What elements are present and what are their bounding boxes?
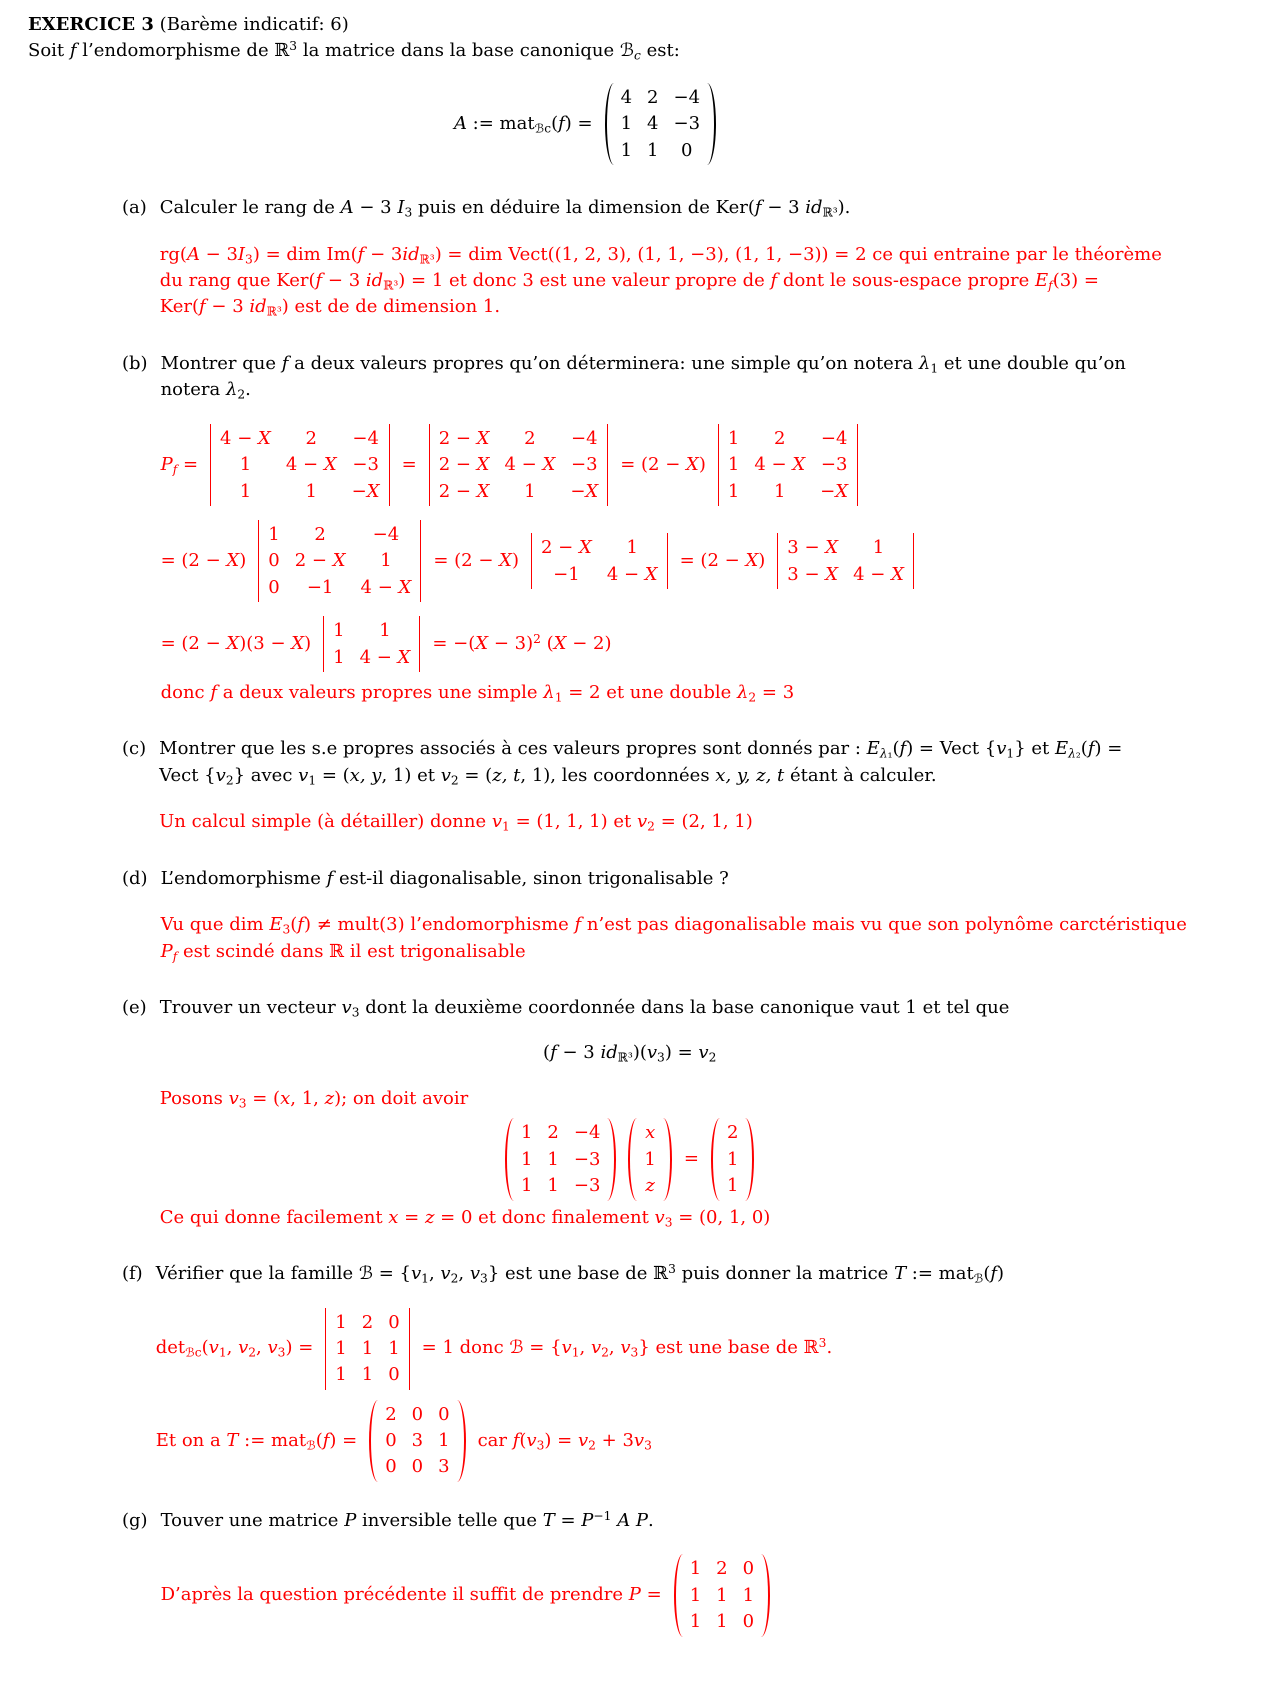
- matrix-cell: x: [645, 1122, 656, 1144]
- equals-sign: =: [401, 453, 417, 475]
- matrix-cell: 1: [727, 454, 740, 476]
- matrix-cell: 2: [547, 1122, 559, 1144]
- answer-a-line-1: $rg(A - 3I_3)$ = dim $Im(f - 3id_{ℝ^3})$ = dim Vect((1, 2, 3), (1, 1, −3), (1, 1, −3)) = 2 ce qui entraine par le théorème: [159, 243, 1162, 266]
- matrix-cell: −3: [352, 454, 379, 476]
- question-b-text-2: notera $\lambda_2$.: [160, 379, 251, 402]
- factor-2-minus-X: = (2 − X): [620, 453, 706, 475]
- equals-sign: =: [683, 1148, 699, 1170]
- determinant-7: [323, 616, 420, 672]
- question-g-label: (g): [122, 1509, 148, 1531]
- char-poly-lhs: $P_f$ =: [160, 453, 199, 477]
- question-e-label: (e): [122, 997, 147, 1019]
- matrix-cell: 1: [872, 537, 885, 559]
- matrix-cell: 2: [647, 86, 659, 108]
- char-poly-row-1: [161, 424, 1264, 506]
- matrix-cell: 1: [620, 139, 633, 161]
- matrix-cell: 4 − X: [606, 563, 658, 585]
- question-d-label: (d): [122, 867, 148, 889]
- matrix-cell: 1: [647, 139, 659, 161]
- question-c-text-1: Montrer que les s.e propres associés à ces valeurs propres sont donnés par : $E_{\lambda_1}(f)$ = Vect $\{v_1\}$ et $E_{\lambda_2}(f)$ =: [159, 738, 1123, 761]
- matrix-cell: −X: [820, 480, 849, 502]
- matrix-cell: 3 − X: [787, 537, 839, 559]
- matrix-cell: 1: [380, 550, 392, 572]
- question-f-text: Vérifier que la famille ℬ = {$v_1$, $v_2$, $v_3$} est une base de ℝ$^3$ puis donner la matrice T := mat$_ℬ$(f): [155, 1261, 1005, 1286]
- matrix-cell: 1: [333, 620, 345, 642]
- matrix-T: [369, 1400, 465, 1482]
- exercise-title-bold: EXERCICE 3: [28, 14, 154, 35]
- vector-2-1-1: [711, 1118, 754, 1200]
- matrix-cell: 2: [774, 427, 786, 449]
- matrix-cell: 1: [239, 454, 252, 476]
- paren-left: [674, 1554, 683, 1636]
- answer-d: [161, 912, 1264, 965]
- matrix-cell: 2: [524, 427, 536, 449]
- matrix-f-minus-3id: [505, 1118, 616, 1200]
- matrix-cell: 0: [438, 1403, 450, 1425]
- answer-f: [156, 1308, 1264, 1482]
- question-c-text-2: Vect $\{v_2\}$ avec $v_1 = (x$, y, 1) et $v_2 = (z$, t, 1), les coordonnées x, y, z, t étant à calculer.: [159, 764, 937, 788]
- vector-x-1-z: [628, 1118, 671, 1200]
- determinant-basis: [325, 1308, 409, 1390]
- f-minus-3id-equation: (f − 3 $id_{ℝ^3})(v_3) = v_2$: [543, 1041, 717, 1064]
- matrix-cell: 2 − X: [438, 454, 490, 476]
- matrix-cell: 1: [689, 1611, 702, 1633]
- matrix-cell: 2 − X: [438, 480, 490, 502]
- exercise-title-rest: (Barème indicatif: 6): [153, 14, 349, 35]
- determinant-3: [718, 424, 858, 506]
- paren-right: [607, 1118, 616, 1200]
- matrix-cell: 4 − X: [285, 454, 337, 476]
- matrix-cell: 1: [742, 1584, 755, 1606]
- paren-left: [505, 1118, 514, 1200]
- matrix-cell: 1: [726, 1148, 739, 1170]
- matrix-cell: −X: [351, 480, 380, 502]
- matrix-T-lhs: Et on a T := mat$_ℬ$(f) =: [155, 1429, 358, 1452]
- matrix-cell: 1: [620, 113, 633, 135]
- det-basis-lhs: $\det_{ℬc}(v_1$, $v_2$, $v_3$) =: [155, 1337, 314, 1360]
- answer-c-line-1: Un calcul simple (à détailler) donne $v_1 = (1$, 1, 1) et $v_2 = (2$, 1, 1): [159, 811, 753, 834]
- intro-sentence: Soit f l’endomorphisme de ℝ$^3$ la matrice dans la base canonique ℬ$_c$ est:: [28, 39, 680, 63]
- matrix-cell: 0: [411, 1456, 424, 1478]
- matrix-cell: 1: [727, 480, 740, 502]
- matrix-cell: −3: [820, 454, 848, 476]
- matrix-cell: 1: [361, 1364, 374, 1386]
- char-poly-result: = $-(X - 3)^2$ (X − 2): [432, 631, 612, 654]
- question-e-text: Trouver un vecteur $v_3$ dont la deuxième coordonnée dans la base canonique vaut 1 et tel que: [159, 997, 1010, 1020]
- matrix-cell: −1: [553, 563, 580, 585]
- determinant-1: [210, 424, 390, 506]
- matrix-cell: 2: [385, 1403, 397, 1425]
- matrix-cell: 3 − X: [787, 563, 839, 585]
- matrix-cell: 0: [411, 1403, 424, 1425]
- matrix-cell: 1: [438, 1430, 450, 1452]
- matrix-cell: 0: [388, 1364, 400, 1386]
- matrix-cell: 4 − X: [754, 454, 806, 476]
- determinant-5: [531, 533, 668, 589]
- matrix-cell: 1: [335, 1337, 347, 1359]
- answer-f-T-row: [156, 1400, 1264, 1482]
- question-b-text-1: Montrer que f a deux valeurs propres qu’on déterminera: une simple qu’on notera $\lambda_1$ et une double qu’on: [160, 352, 1126, 376]
- answer-c: [159, 809, 1264, 835]
- matrix-cell: 1: [547, 1148, 559, 1170]
- question-c: [122, 736, 1264, 835]
- matrix-cell: 0: [268, 550, 280, 572]
- matrix-cell: −3: [573, 1148, 601, 1170]
- matrix-cell: 1: [547, 1175, 559, 1197]
- matrix-A-display: [28, 83, 1142, 165]
- matrix-cell: −4: [352, 427, 379, 449]
- paren-right: [761, 1554, 770, 1636]
- matrix-cell: −4: [820, 427, 848, 449]
- matrix-cell: 1: [388, 1337, 400, 1359]
- question-c-label: (c): [122, 738, 147, 760]
- answer-e-conclusion: Ce qui donne facilement x = z = 0 et donc finalement $v_3 = (0$, 1, 0): [159, 1206, 771, 1230]
- question-e: [122, 995, 1264, 1231]
- answer-a-line-2: du rang que Ker(f − 3 $id_{ℝ^3}) = 1$ et donc 3 est une valeur propre de f dont le sous-espace propre $E_f(3)$ =: [159, 269, 1099, 293]
- factor-2-minus-X-3-minus-X: = (2 − X)(3 − X): [160, 632, 312, 654]
- matrix-cell: −4: [573, 1122, 601, 1144]
- matrix-cell: 4 − X: [360, 576, 412, 598]
- matrix-cell: 4: [647, 113, 659, 135]
- answer-e: [160, 1086, 1264, 1231]
- paren-left: [711, 1118, 720, 1200]
- matrix-P-lhs: D’après la question précédente il suffit de prendre P =: [160, 1584, 662, 1606]
- paren-left: [369, 1400, 378, 1482]
- factor-2-minus-X: = (2 − X): [160, 549, 247, 571]
- paren-left: [628, 1118, 637, 1200]
- factor-2-minus-X: = (2 − X): [433, 549, 519, 571]
- matrix-cell: 0: [681, 139, 693, 161]
- question-f: [122, 1261, 1264, 1482]
- matrix-cell: 1: [520, 1148, 533, 1170]
- matrix-T-reason: car $f(v_3) = v_2 + 3v_3$: [477, 1429, 652, 1452]
- matrix-cell: 1: [626, 537, 638, 559]
- paren-right: [745, 1118, 754, 1200]
- matrix-cell: 1: [644, 1148, 656, 1170]
- question-a-label: (a): [122, 197, 147, 219]
- matrix-cell: 4 − X: [504, 454, 556, 476]
- char-poly-row-2: [161, 520, 1264, 602]
- matrix-cell: 2 − X: [294, 550, 346, 572]
- matrix-cell: 1: [716, 1611, 728, 1633]
- question-d: [122, 866, 1264, 965]
- matrix-cell: 1: [335, 1311, 347, 1333]
- matrix-cell: 1: [524, 480, 536, 502]
- determinant-2: [429, 424, 609, 506]
- answer-a: [160, 242, 1264, 321]
- matrix-cell: 1: [379, 620, 391, 642]
- matrix-cell: 0: [742, 1558, 755, 1580]
- matrix-cell: 0: [388, 1311, 400, 1333]
- matrix-cell: 3: [411, 1430, 424, 1452]
- question-g-text: Touver une matrice P inversible telle que $T = P^{-1}$ A P.: [160, 1508, 654, 1531]
- answer-e-matrix-equation: [160, 1118, 1100, 1200]
- question-g: [122, 1508, 1264, 1637]
- matrix-cell: 0: [385, 1430, 397, 1452]
- matrix-cell: 4: [620, 86, 633, 108]
- answer-e-posons: Posons $v_3 = (x$, 1, z); on doit avoir: [159, 1088, 469, 1111]
- answer-g: [161, 1554, 1264, 1636]
- matrix-cell: −3: [673, 113, 701, 135]
- matrix-cell: −4: [673, 86, 701, 108]
- paren-left: [605, 83, 614, 165]
- determinant-4: [258, 520, 421, 602]
- exercise-title: [28, 12, 1264, 38]
- matrix-cell: −3: [573, 1175, 601, 1197]
- matrix-cell: 2: [726, 1122, 739, 1144]
- answer-g-row: [161, 1554, 1264, 1636]
- determinant-6: [777, 533, 914, 589]
- matrix-cell: 1: [305, 480, 317, 502]
- answer-a-line-3: Ker(f − 3 $id_{ℝ^3}$) est de de dimension 1.: [159, 296, 501, 319]
- matrix-cell: −3: [571, 454, 598, 476]
- matrix-cell: 1: [361, 1337, 374, 1359]
- matrix-A-lhs: A := mat$_{ℬc}$(f) =: [453, 112, 593, 136]
- matrix-cell: 1: [239, 480, 252, 502]
- matrix-cell: 1: [520, 1122, 533, 1144]
- matrix-cell: 1: [689, 1584, 702, 1606]
- matrix-cell: 1: [689, 1558, 702, 1580]
- question-b: [122, 351, 1264, 706]
- answer-b: [161, 424, 1264, 707]
- answer-d-line-2: $P_f$ est scindé dans ℝ il est trigonalisable: [160, 940, 526, 964]
- matrix-cell: z: [645, 1175, 655, 1197]
- factor-2-minus-X: = (2 − X): [679, 549, 766, 571]
- matrix-cell: 2: [361, 1311, 374, 1333]
- matrix-cell: 1: [520, 1175, 533, 1197]
- matrix-cell: 2 − X: [438, 427, 490, 449]
- matrix-cell: 0: [742, 1611, 755, 1633]
- paren-right: [457, 1400, 466, 1482]
- matrix-cell: 1: [774, 480, 786, 502]
- matrix-cell: −4: [372, 523, 400, 545]
- matrix-cell: −X: [570, 480, 599, 502]
- char-poly-row-3: [161, 616, 1264, 672]
- matrix-cell: 1: [716, 1584, 728, 1606]
- matrix-cell: 1: [268, 523, 280, 545]
- matrix-cell: 2: [305, 427, 317, 449]
- question-a-text: Calculer le rang de A − 3 $I_3$ puis en déduire la dimension de Ker(f − 3 $id_{ℝ^3}$).: [159, 197, 851, 220]
- paren-right: [707, 83, 716, 165]
- matrix-cell: 2 − X: [541, 537, 592, 559]
- matrix-cell: 4 − X: [359, 646, 411, 668]
- answer-d-line-1: Vu que dim $E_3(f)$ ≠ mult(3) l’endomorphisme f n’est pas diagonalisable mais vu que son polynôme carctéristique: [160, 914, 1187, 937]
- matrix-cell: 1: [727, 427, 740, 449]
- question-a: [122, 195, 1264, 321]
- matrix-cell: −4: [571, 427, 598, 449]
- matrix-A: [605, 83, 716, 165]
- question-e-display-equation: [160, 1040, 1100, 1066]
- matrix-cell: 2: [314, 523, 326, 545]
- matrix-cell: 1: [335, 1364, 347, 1386]
- answer-f-det-row: [156, 1308, 1264, 1390]
- question-d-text: L’endomorphisme f est-il diagonalisable, sinon trigonalisable ?: [160, 867, 729, 889]
- matrix-cell: −1: [306, 576, 334, 598]
- det-basis-rhs: = 1 donc ℬ = {$v_1$, $v_2$, $v_3$} est une base de ℝ$^3$.: [421, 1336, 833, 1360]
- matrix-cell: 4 − X: [853, 563, 904, 585]
- matrix-cell: 3: [438, 1456, 450, 1478]
- matrix-cell: 0: [268, 576, 280, 598]
- matrix-cell: 1: [333, 646, 345, 668]
- matrix-cell: 1: [726, 1175, 739, 1197]
- paren-right: [663, 1118, 672, 1200]
- matrix-P: [674, 1554, 770, 1636]
- matrix-cell: 4 − X: [220, 427, 271, 449]
- answer-b-conclusion: donc f a deux valeurs propres une simple $\lambda_1 = 2$ et une double $\lambda_2 = 3$: [160, 681, 795, 705]
- matrix-cell: 0: [385, 1456, 397, 1478]
- matrix-cell: 2: [716, 1558, 728, 1580]
- question-b-label: (b): [122, 352, 148, 374]
- question-f-label: (f): [122, 1263, 143, 1285]
